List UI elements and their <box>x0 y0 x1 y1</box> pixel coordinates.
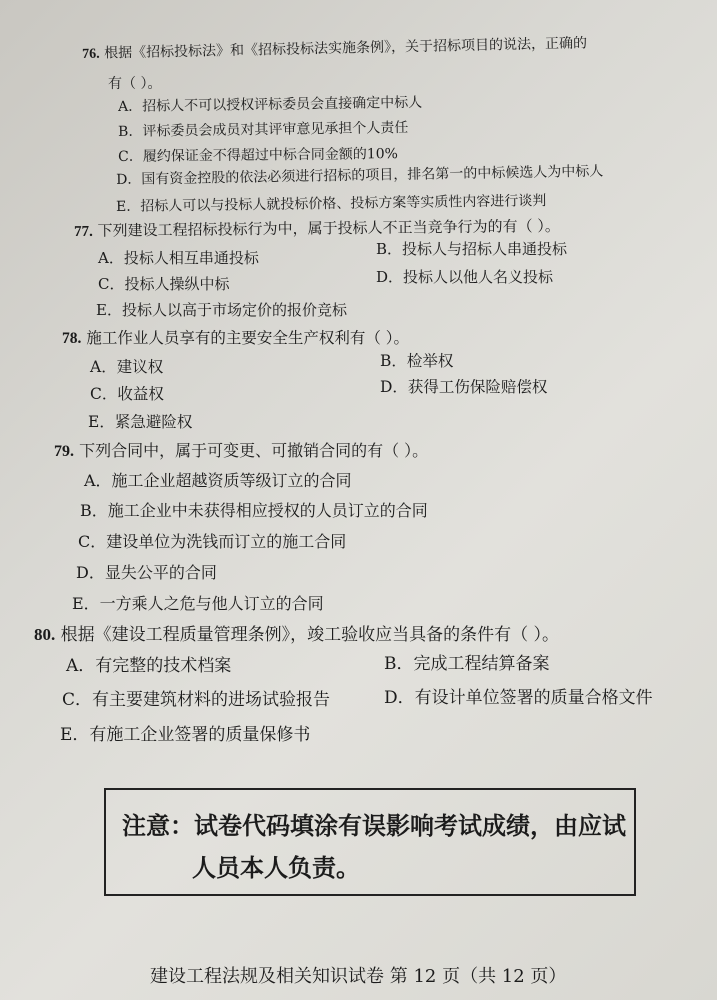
option-d: D．显失公平的合同 <box>76 563 217 582</box>
question-text: 根据《建设工程质量管理条例》，竣工验收应当具备的条件有（ ）。 <box>60 625 560 645</box>
option-c: C．建设单位为洗钱而订立的施工合同 <box>78 532 347 551</box>
option-b: B．投标人与招标人串通投标 <box>376 240 568 258</box>
notice-line-2: 人员本人负责。 <box>192 854 360 882</box>
option-d: D．有设计单位签署的质量合格文件 <box>384 688 653 708</box>
question-text: 下列建设工程招标投标行为中，属于投标人不正当竞争行为的有（ ）。 <box>97 216 560 240</box>
option-a: A．有完整的技术档案 <box>66 656 232 676</box>
option-d: D．投标人以他人名义投标 <box>376 268 554 286</box>
question-text: 施工作业人员享有的主要安全生产权利有（ ）。 <box>86 329 409 347</box>
option-c: C．有主要建筑材料的进场试验报告 <box>62 690 331 710</box>
question-number: 78. <box>62 330 82 347</box>
option-e: E．一方乘人之危与他人订立的合同 <box>72 594 324 613</box>
question-80-stem <box>34 624 559 646</box>
option-a: A．施工企业超越资质等级订立的合同 <box>84 471 352 490</box>
option-b: B．检举权 <box>380 352 454 370</box>
question-text: 下列合同中，属于可变更、可撤销合同的有（ ）。 <box>79 441 429 460</box>
option-e: E．紧急避险权 <box>88 413 193 431</box>
page-footer: 建设工程法规及相关知识试卷 第 12 页（共 12 页） <box>150 966 567 987</box>
question-text: 根据《招标投标法》和《招标投标法实施条例》，关于招标项目的说法，正确的 <box>103 35 588 62</box>
option-e: E．投标人以高于市场定价的报价竞标 <box>96 301 347 319</box>
option-d: D．获得工伤保险赔偿权 <box>380 378 548 396</box>
option-b: B．评标委员会成员对其评审意见承担个人责任 <box>118 119 409 140</box>
option-b: B．施工企业中未获得相应授权的人员订立的合同 <box>80 501 428 520</box>
option-b: B．完成工程结算备案 <box>384 654 550 674</box>
option-a: A．建议权 <box>90 358 164 376</box>
question-76-stem-line2: 有（ ）。 <box>108 76 162 92</box>
option-c: C．收益权 <box>90 385 164 403</box>
option-e: E．有施工企业签署的质量保修书 <box>60 725 311 745</box>
option-c: C．履约保证金不得超过中标合同金额的10% <box>118 146 398 165</box>
option-a: A．招标人不可以授权评标委员会直接确定中标人 <box>118 94 423 115</box>
question-number: 77. <box>74 223 93 240</box>
option-a: A．投标人相互串通投标 <box>98 249 259 267</box>
option-e: E．招标人可以与投标人就投标价格、投标方案等实质性内容进行谈判 <box>116 192 547 215</box>
notice-line-1: 注意：试卷代码填涂有误影响考试成绩，由应试 <box>122 812 626 840</box>
question-number: 76. <box>82 46 100 62</box>
option-c: C．投标人操纵中标 <box>98 275 230 293</box>
option-d: D．国有资金控股的依法必须进行招标的项目，排名第一的中标候选人为中标人 <box>116 163 604 188</box>
notice-box <box>104 788 636 896</box>
question-number: 80. <box>34 625 56 644</box>
question-number: 79. <box>54 443 74 460</box>
